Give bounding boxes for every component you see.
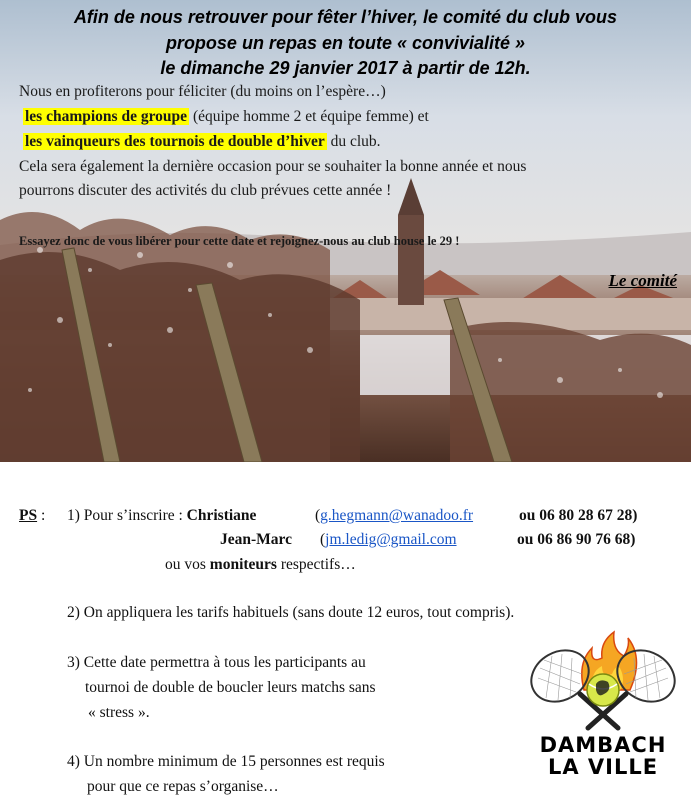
champions-highlight: les champions de groupe [25,108,188,125]
intro-line-4: Cela sera également la dernière occasion pour se souhaiter la bonne année et nous [19,158,527,175]
ps-item-3-line-3: « stress ». [88,704,150,721]
intro-line-champions [23,107,429,127]
ps-item-1 [67,506,256,526]
signature: Le comité [608,271,677,290]
ps-heading [19,506,45,526]
moniteurs-suffix: respectifs… [276,556,356,573]
contact1-email-link[interactable]: g.hegmann@wanadoo.fr [320,507,474,524]
contact2-email-wrap: (jm.ledig@gmail.com [320,531,457,548]
intro-line-5: pourrons discuter des activités du club prévues cette année ! [19,182,392,199]
moniteurs-prefix: ou vos [165,556,210,573]
winners-highlight: les vainqueurs des tournois de double d’hiver [25,133,325,150]
intro-line-winners [23,132,381,152]
champions-detail: (équipe homme 2 et équipe femme) et [189,108,429,125]
contact1-name: Christiane [186,507,257,524]
title-line-3: le dimanche 29 janvier 2017 à partir de 12h. [160,58,531,78]
item1-prefix: 1) Pour s’inscrire : [67,507,187,524]
call-to-action: Essayez donc de vous libérer pour cette date et rejoignez-nous au club house le 29 ! [19,234,460,248]
ps-item-4-line-1: 4) Un nombre minimum de 15 personnes est requis [67,753,385,770]
club-logo [522,628,684,778]
contact1-email-wrap: (g.hegmann@wanadoo.fr [315,507,474,524]
title-line-2: propose un repas en toute « convivialité » [165,33,526,53]
winners-detail: du club. [326,133,381,150]
intro-line-1: Nous en profiterons pour féliciter (du moins on l’espère…) [19,83,386,100]
ps-colon: : [37,507,46,524]
moniteurs-bold: moniteurs [209,556,277,573]
ps-item-4-line-2: pour que ce repas s’organise… [87,778,279,795]
club-logo-graphic [522,628,684,778]
contact2-email-link[interactable]: jm.ledig@gmail.com [325,531,457,548]
ps-label: PS [19,507,38,524]
logo-text-line-1: DAMBACH [539,733,667,757]
contact1-phone: ou 06 80 28 67 28) [519,507,638,524]
title-line-1: Afin de nous retrouver pour fêter l’hiver, le comité du club vous [73,7,618,27]
ps-item-3-line-1: 3) Cette date permettra à tous les participants au [67,654,366,671]
ps-item-3-line-2: tournoi de double de boucler leurs matchs sans [85,679,376,696]
ps-item-2: 2) On appliquera les tarifs habituels (sans doute 12 euros, tout compris). [67,604,515,621]
contact2-phone: ou 06 86 90 76 68) [517,531,636,548]
logo-text-line-2: LA VILLE [547,755,659,778]
contact2-name: Jean-Marc [220,531,293,548]
moniteurs-line [165,555,356,575]
